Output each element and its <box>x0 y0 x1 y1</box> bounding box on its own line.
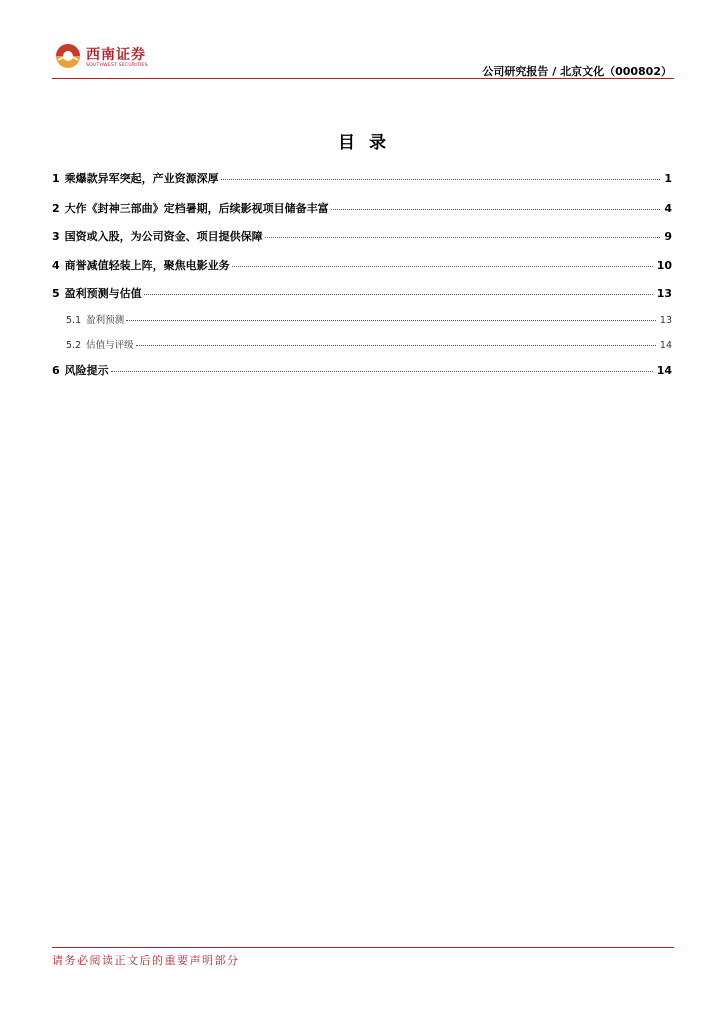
toc-entry[interactable] <box>52 285 672 301</box>
toc-entry[interactable] <box>52 228 672 244</box>
toc-dot-leader <box>232 265 653 267</box>
toc-entry-label: 国资或入股，为公司资金、项目提供保障 <box>64 230 263 243</box>
toc-entry-number: 1 <box>52 172 60 185</box>
footer-divider <box>52 947 674 948</box>
company-logo <box>54 42 164 74</box>
toc-dot-leader <box>111 370 653 372</box>
toc-entry-page: 13 <box>656 287 672 300</box>
toc-entry-page: 14 <box>656 364 672 377</box>
page-header <box>0 0 724 82</box>
toc-dot-leader <box>221 178 661 180</box>
header-divider <box>52 78 674 79</box>
report-label: 公司研究报告 / 北京文化（000802） <box>482 65 672 78</box>
toc-entry-label: 乘爆款异军突起，产业资源深厚 <box>64 172 219 185</box>
toc-entry-label: 估值与评级 <box>86 340 134 351</box>
toc-dot-leader <box>331 208 661 210</box>
toc-entry-number: 3 <box>52 230 60 243</box>
toc-entry[interactable] <box>52 200 672 216</box>
toc-dot-leader <box>126 319 656 321</box>
toc-subentry[interactable] <box>52 337 672 351</box>
toc-entry-label: 盈利预测 <box>86 315 125 326</box>
toc-entry-number: 4 <box>52 259 60 272</box>
toc-dot-leader <box>144 293 653 295</box>
toc-entry-number: 5.2 <box>66 340 82 351</box>
footer-disclaimer: 请务必阅读正文后的重要声明部分 <box>52 954 240 967</box>
toc-entry-page: 9 <box>664 230 672 243</box>
toc-title: 目录 <box>338 133 400 153</box>
toc-entry-label: 商誉减值轻装上阵，聚焦电影业务 <box>64 259 230 272</box>
toc-entry[interactable] <box>52 362 672 378</box>
toc-entry-label: 风险提示 <box>64 364 109 377</box>
logo-sun-icon <box>54 42 82 70</box>
toc-entry-page: 14 <box>659 340 672 351</box>
toc-entry-number: 5 <box>52 287 60 300</box>
toc-dot-leader <box>136 344 656 346</box>
toc-entry-label: 大作《封神三部曲》定档暑期，后续影视项目储备丰富 <box>64 202 329 215</box>
toc-entry-page: 1 <box>664 172 672 185</box>
toc-subentry[interactable] <box>52 312 672 326</box>
toc-entry[interactable] <box>52 170 672 186</box>
toc-entry-page: 4 <box>664 202 672 215</box>
toc-entry-page: 10 <box>656 259 672 272</box>
logo-english-name: SOUTHWEST SECURITIES <box>86 63 148 68</box>
toc-entry-label: 盈利预测与估值 <box>64 287 142 300</box>
toc-entry-number: 2 <box>52 202 60 215</box>
toc-entry-number: 6 <box>52 364 60 377</box>
toc-entry-page: 13 <box>659 315 672 326</box>
toc-entry[interactable] <box>52 257 672 273</box>
toc-dot-leader <box>265 236 661 238</box>
logo-chinese-name: 西南证券 <box>86 47 146 63</box>
toc-entry-number: 5.1 <box>66 315 82 326</box>
